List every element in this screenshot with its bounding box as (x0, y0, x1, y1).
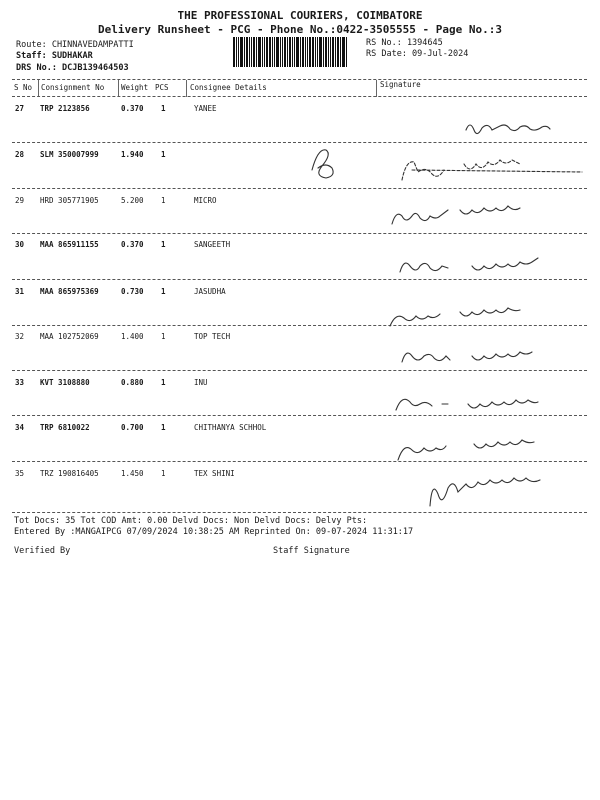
row-pcs: 1 (161, 150, 166, 159)
col-pcs: PCS (155, 83, 169, 92)
verified-by-label: Verified By (14, 546, 71, 556)
row-consignee: CHITHANYA SCHHOL (194, 423, 267, 432)
row-sno: 29 (15, 196, 25, 205)
row-consignment: MAA 102752069 (40, 332, 99, 341)
row-sno: 33 (15, 378, 25, 387)
row-pcs: 1 (161, 287, 166, 296)
col-signature: Signature (380, 80, 421, 89)
row-sno: 35 (15, 469, 25, 478)
row-consignee: MICRO (194, 196, 217, 205)
row-pcs: 1 (161, 104, 166, 113)
row-consignee: TOP TECH (194, 332, 231, 341)
row-pcs: 1 (161, 423, 166, 432)
signature-row-33 (396, 399, 538, 410)
signature-row-34 (398, 440, 534, 460)
col-consignee: Consignee Details (190, 83, 267, 92)
drs-number: DRS No.: DCJB139464503 (16, 63, 129, 73)
row-consignment: MAA 865911155 (40, 240, 99, 249)
route-label: Route: CHINNAVEDAMPATTI (16, 40, 134, 50)
row-consignee: JASUDHA (194, 287, 226, 296)
staff-signature-label: Staff Signature (273, 546, 350, 556)
row-consignee: INU (194, 378, 208, 387)
signature-row-29 (392, 206, 520, 224)
runsheet-title: Delivery Runsheet - PCG - Phone No.:0422-3505555 - Page No.:3 (98, 23, 502, 36)
row-sno: 32 (15, 332, 25, 341)
row-weight: 0.700 (121, 423, 144, 432)
rs-date: RS Date: 09-Jul-2024 (366, 49, 469, 59)
row-weight: 1.940 (121, 150, 144, 159)
row-weight: 1.450 (121, 469, 144, 478)
row-pcs: 1 (161, 332, 166, 341)
signature-row-31 (390, 308, 520, 326)
row-pcs: 1 (161, 469, 166, 478)
row-weight: 0.370 (121, 240, 144, 249)
row-pcs: 1 (161, 378, 166, 387)
row-consignee: SANGEETH (194, 240, 231, 249)
row-pcs: 1 (161, 240, 166, 249)
row-sno: 27 (15, 104, 25, 113)
signature-row-30 (400, 258, 538, 272)
col-sno: S No (14, 83, 33, 92)
company-title: THE PROFESSIONAL COURIERS, COIMBATORE (177, 9, 423, 22)
signature-row-35 (430, 478, 540, 506)
row-weight: 0.730 (121, 287, 144, 296)
staff-label: Staff: SUDHAKAR (16, 51, 93, 61)
row-consignment: HRD 305771905 (40, 196, 99, 205)
row-weight: 0.880 (121, 378, 144, 387)
row-consignment: KVT 3108880 (40, 378, 90, 387)
row-sno: 28 (15, 150, 25, 159)
rs-number: RS No.: 1394645 (366, 38, 443, 48)
row-sno: 34 (15, 423, 25, 432)
totals-line: Tot Docs: 35 Tot COD Amt: 0.00 Delvd Docs: Non Delvd Docs: Delvy Pts: (14, 516, 368, 526)
row-consignment: SLM 350007999 (40, 150, 99, 159)
row-consignment: MAA 865975369 (40, 287, 99, 296)
col-consignment: Consignment No (41, 83, 105, 92)
row-consignment: TRP 6810022 (40, 423, 90, 432)
signature-row-27 (466, 125, 550, 134)
row-consignee: TEX SHINI (194, 469, 235, 478)
signature-row-28 (402, 160, 582, 180)
entered-by-line: Entered By :MANGAIPCG 07/09/2024 10:38:25 AM Reprinted On: 09-07-2024 11:31:17 (14, 527, 414, 537)
row-sno: 30 (15, 240, 25, 249)
row-consignment: TRP 2123856 (40, 104, 90, 113)
row-consignee: YANEE (194, 104, 217, 113)
row-weight: 5.200 (121, 196, 144, 205)
col-weight: Weight (121, 83, 149, 92)
row-sno: 31 (15, 287, 25, 296)
row-weight: 0.370 (121, 104, 144, 113)
signature-row-32 (402, 352, 532, 362)
row-pcs: 1 (161, 196, 166, 205)
row-consignment: TRZ 190816405 (40, 469, 99, 478)
row-weight: 1.400 (121, 332, 144, 341)
delivery-stamp (312, 150, 333, 178)
